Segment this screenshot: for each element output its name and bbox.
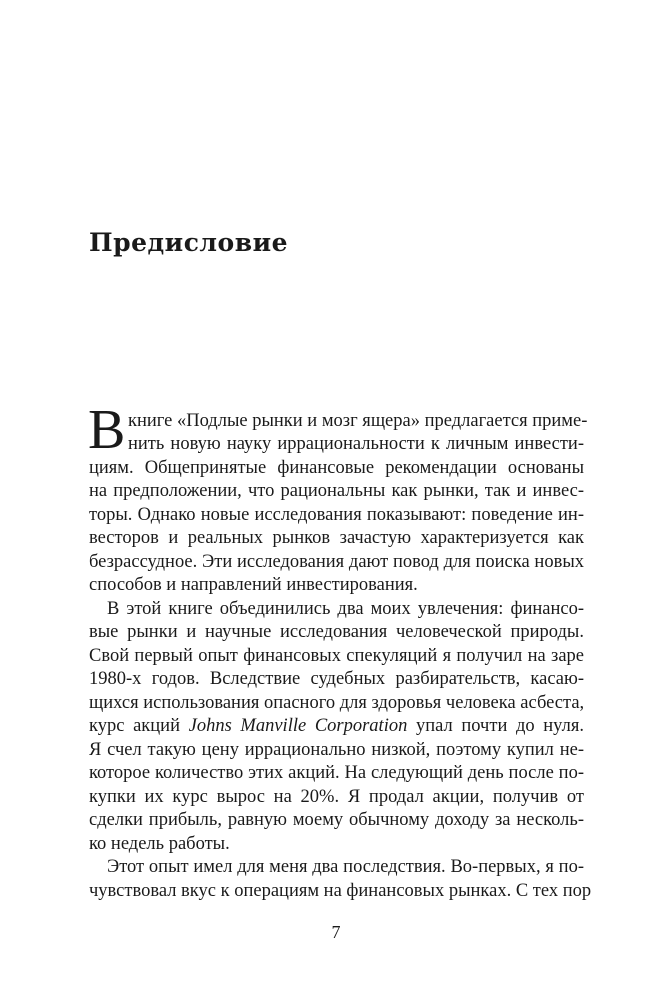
- text-line: ко недель работы.: [89, 834, 230, 854]
- text-line: В этой книге объединились два моих увлечения: финансо-: [107, 599, 584, 619]
- text-line: чувствовал вкус к операциям на финансовых рынках. С тех пор: [89, 881, 592, 901]
- text-line: Я счел такую цену иррационально низкой, поэтому купил не-: [89, 740, 584, 760]
- chapter-title: Предисловие: [89, 228, 289, 257]
- text-line: 1980-х годов. Вследствие судебных разбирательств, касаю-: [89, 669, 584, 689]
- drop-cap: В: [88, 399, 126, 461]
- text-line: которое количество этих акций. На следующий день после по-: [89, 763, 584, 783]
- text-line: способов и направлений инвестирования.: [89, 575, 418, 595]
- text-line: безрассудное. Эти исследования дают повод для поиска новых: [89, 552, 584, 572]
- text-line: щихся использования опасного для здоровья человека асбеста,: [89, 693, 585, 713]
- text-line: купки их курс вырос на 20%. Я продал акции, получив от: [89, 787, 584, 807]
- text-line: Свой первый опыт финансовых спекуляций я получил на заре: [89, 646, 584, 666]
- text-line: весторов и реальных рынков зачастую характеризуется как: [89, 528, 584, 548]
- page-number: 7: [331, 922, 341, 942]
- text-line: Этот опыт имел для меня два последствия. Во-первых, я по-: [107, 857, 584, 877]
- text-line: торы. Однако новые исследования показывают: поведение ин-: [89, 505, 584, 525]
- text-segment: упал почти до нуля.: [407, 716, 584, 736]
- text-line: сделки прибыль, равную моему обычному доходу за несколь-: [89, 810, 584, 830]
- text-line: на предположении, что рациональны как рынки, так и инвес-: [89, 481, 584, 501]
- company-name: Johns Manville Corporation: [188, 716, 408, 736]
- text-line: циям. Общепринятые финансовые рекомендации основаны: [89, 458, 584, 478]
- text-line: книге «Подлые рынки и мозг ящера» предлагается приме-: [128, 411, 588, 431]
- text-segment: курс акций: [89, 716, 189, 736]
- text-line: вые рынки и научные исследования человеческой природы.: [89, 622, 584, 642]
- text-line: нить новую науку иррациональности к личным инвести-: [128, 434, 584, 454]
- text-line: [89, 715, 584, 737]
